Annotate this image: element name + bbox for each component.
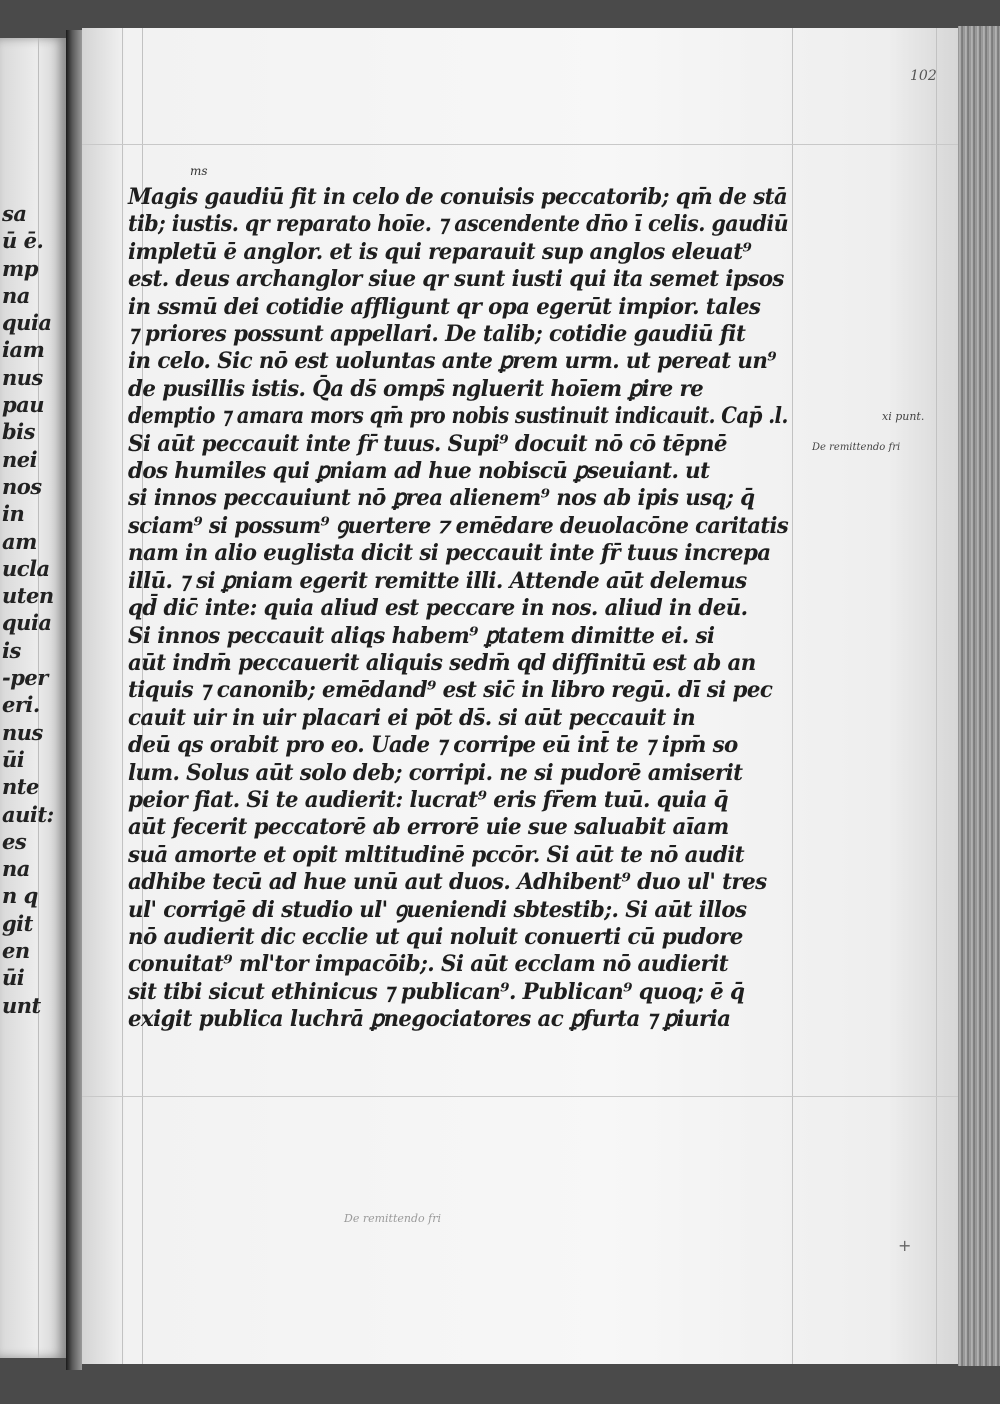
verso-page-fragment: [0, 38, 66, 1358]
verso-line-fragment: uten: [2, 583, 54, 609]
manuscript-line: Si aūt peccauit inte fr̄ tuus. Supi⁹ docuit nō cō tēpnē: [128, 430, 727, 457]
ruling-left-outer: [122, 28, 123, 1364]
verso-line-fragment: sa: [2, 201, 27, 226]
verso-line-fragment: nus: [2, 719, 43, 745]
ruling-bottom: [82, 1096, 958, 1097]
manuscript-line: Magis gaudiū fit in celo de conuisis peccatorib; qm̄ de stā: [128, 184, 788, 210]
manuscript-line: in celo. Sic nō est uoluntas ante ꝑrem urm. ut pereat un⁹: [128, 348, 777, 375]
verso-line-fragment: in: [2, 501, 25, 527]
verso-line-fragment: mp: [2, 255, 38, 281]
manuscript-line: dos humiles qui ꝑniam ad hue nobiscū ꝑseuiant. ut: [128, 458, 710, 485]
verso-line-fragment: nos: [2, 473, 42, 499]
manuscript-line: in ssmū dei cotidie affligunt qr opa egerūt impior. tales: [128, 293, 761, 320]
verso-line-fragment: quia: [2, 610, 52, 636]
faint-bottom-note: De remittendo fri: [344, 1212, 441, 1225]
margin-note-upper: xi punt.: [882, 410, 925, 423]
manuscript-line: ⁊ priores possunt appellari. De talib; cotidie gaudiū fit: [128, 321, 746, 348]
verso-line-fragment: auit:: [2, 801, 54, 827]
manuscript-line: aūt fecerit peccatorē ab errorē uie sue saluabit aīam: [128, 814, 729, 841]
verso-line-fragment: -per: [2, 665, 48, 691]
verso-line-fragment: git: [2, 910, 33, 936]
verso-line-fragment: iam: [2, 337, 45, 363]
verso-line-fragment: am: [2, 528, 37, 554]
verso-line-fragment: pau: [2, 392, 45, 418]
manuscript-line: tib; iustis. qr reparato hoīe. ⁊ ascendente dn̄o ī celis. gaudiū: [128, 211, 789, 238]
verso-line-fragment: nte: [2, 774, 39, 800]
ruling-top: [82, 144, 958, 145]
manuscript-line: adhibe tecū ad hue unū aut duos. Adhibent⁹ duo ul' tres: [128, 869, 767, 896]
verso-line-fragment: bis: [2, 419, 35, 445]
verso-line-fragment: n q: [2, 883, 38, 909]
verso-line-fragment: eri.: [2, 692, 40, 718]
manuscript-line: si innos peccauiunt nō ꝑrea alienem⁹ nos ab ipis usq; q̄: [128, 485, 755, 512]
manuscript-line: est. deus archanglor siue qr sunt iusti qui ita semet ipsos: [128, 266, 784, 293]
manuscript-line: deū qs orabit pro eo. Uade ⁊ corripe eū int̄ te ⁊ ipm̄ so: [128, 732, 738, 759]
folio-number: 102: [910, 68, 937, 84]
verso-text-column: [2, 200, 66, 1019]
verso-line-fragment: en: [2, 938, 30, 964]
manuscript-line: exigit publica luchrā ꝑnegociatores ac ꝑfurta ⁊ ꝑiuria: [128, 1006, 731, 1033]
manuscript-line: impletū ē anglor. et is qui reparauit sup anglos eleuat⁹: [128, 238, 752, 265]
interlinear-gloss: ms: [190, 164, 208, 178]
ruling-far-right: [936, 28, 937, 1364]
verso-line-fragment: nei: [2, 446, 38, 472]
verso-line-fragment: na: [2, 282, 30, 308]
recto-page: [82, 28, 958, 1364]
margin-note-lower: De remittendo fri: [812, 442, 901, 453]
manuscript-line: nam in alio euglista dicit si peccauit inte fr̄ tuus increpa: [128, 540, 771, 567]
verso-line-fragment: es: [2, 828, 27, 854]
verso-line-fragment: quia: [2, 310, 52, 336]
manuscript-line: cauit uir in uir placari ei pōt ds̄. si aūt peccauit in: [128, 704, 696, 731]
manuscript-line: sit tibi sicut ethinicus ⁊ publican⁹. Publican⁹ quoq; ē q̄: [128, 978, 745, 1005]
manuscript-line: demptio ⁊ amara mors qm̄ pro nobis sustinuit indicauit. Cap̄ .l.: [128, 403, 788, 430]
main-text-column: [128, 184, 808, 1034]
page-stack-edge: [958, 26, 1000, 1366]
manuscript-line: suā amorte et opit mltitudinē pccōr. Si aūt te nō audit: [128, 841, 745, 868]
manuscript-line: qd̄ dic̄ inte: quia aliud est peccare in nos. aliud in deū.: [128, 595, 748, 622]
cross-mark: +: [898, 1236, 912, 1255]
manuscript-line: de pusillis istis. Q̄a ds̄ omps̄ ngluerit hoīem ꝑire re: [128, 375, 704, 402]
manuscript-line: aūt indm̄ peccauerit aliquis sedm̄ qd diffinitū est ab an: [128, 649, 756, 676]
book-gutter: [66, 30, 82, 1370]
manuscript-line: conuitat⁹ ml'tor impacōib;. Si aūt ecclam nō audierit: [128, 951, 729, 978]
manuscript-line: Si innos peccauit aliqs habem⁹ ꝑtatem dimitte ei. si: [128, 622, 715, 649]
verso-line-fragment: ū ē.: [2, 228, 44, 254]
manuscript-line: sciam⁹ si possum⁹ ꝯuertere ⁊ emēdare deuolacōne caritatis: [128, 512, 789, 539]
verso-line-fragment: nus: [2, 364, 43, 390]
manuscript-line: ul' corrigē di studio ul' ꝯueniendi sbtestib;. Si aūt illos: [128, 896, 747, 923]
manuscript-line: nō audierit dic ecclie ut qui noluit conuerti cū pudore: [128, 923, 743, 950]
verso-line-fragment: unt: [2, 992, 41, 1018]
verso-line-fragment: na: [2, 856, 30, 882]
manuscript-line: illū. ⁊ si ꝑniam egerit remitte illi. Attende aūt delemus: [128, 567, 747, 594]
manuscript-line: tiquis ⁊ canonib; emēdand⁹ est sic̄ in libro regū. dī si pec: [128, 677, 773, 704]
manuscript-line: lum. Solus aūt solo deb; corripi. ne si pudorē amiserit: [128, 759, 743, 786]
manuscript-line: peior fiat. Si te audierit: lucrat⁹ eris fr̄em tuū. quia q̄: [128, 786, 728, 813]
verso-line-fragment: is: [2, 637, 21, 663]
verso-line-fragment: ūi: [2, 746, 25, 772]
verso-line-fragment: ūi: [2, 965, 25, 991]
verso-line-fragment: ucla: [2, 555, 50, 581]
